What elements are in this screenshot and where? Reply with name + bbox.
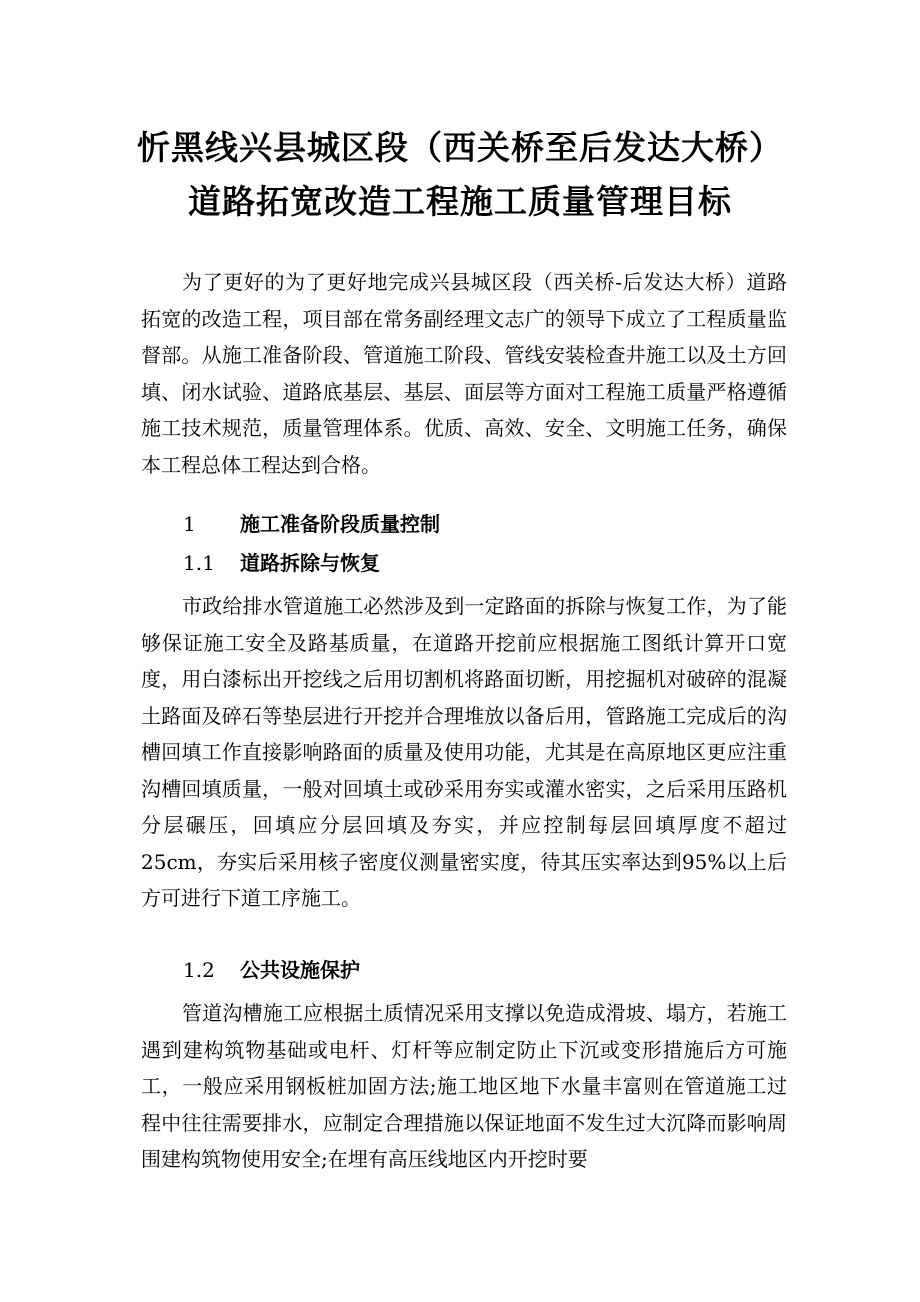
- section-1-number: 1: [183, 512, 196, 536]
- section-1-2-number: 1.2: [183, 958, 215, 982]
- section-1-2-title: 公共设施保护: [240, 958, 360, 982]
- section-1-1-paragraph: 市政给排水管道施工必然涉及到一定路面的拆除与恢复工作，为了能够保证施工安全及路基质量，在道路开挖前应根据施工图纸计算开口宽度，用白漆标出开挖线之后用切割机将路面切断，用挖掘机对破碎的混凝土路面及碎石等垫层进行开挖并合理堆放以备后用，管路施工完成后的沟槽回填工作直接影响路面的质量及使用功能，尤其是在高原地区更应注重沟槽回填质量，一般对回填土或砂采用夯实或灌水密实，之后采用压路机分层碾压，回填应分层回填及夯实，并应控制每层回填厚度不超过25cm，夯实后采用核子密度仪测量密实度，待其压实率达到95%以上后方可进行下道工序施工。: [141, 594, 787, 910]
- section-1-2-paragraph: 管道沟槽施工应根据土质情况采用支撑以免造成滑坡、塌方，若施工遇到建构筑物基础或电杆、灯杆等应制定防止下沉或变形措施后方可施工，一般应采用钢板桩加固方法;施工地区地下水量丰富则在管道施工过程中往往需要排水，应制定合理措施以保证地面不发生过大沉降而影响周围建构筑物使用安全;在埋有高压线地区内开挖时要: [141, 1001, 787, 1171]
- section-1-1-title: 道路拆除与恢复: [240, 551, 380, 575]
- section-1-2-heading: [183, 954, 360, 983]
- document-title-line2: 道路拓宽改造工程施工质量管理目标: [188, 182, 732, 221]
- section-1-1-heading: [183, 547, 380, 576]
- intro-paragraph: 为了更好的为了更好地完成兴县城区段（西关桥-后发达大桥）道路拓宽的改造工程，项目部在常务副经理文志广的领导下成立了工程质量监督部。从施工准备阶段、管道施工阶段、管线安装检查井施工以及土方回填、闭水试验、道路底基层、基层、面层等方面对工程施工质量严格遵循施工技术规范，质量管理体系。优质、高效、安全、文明施工任务，确保本工程总体工程达到合格。: [141, 270, 787, 477]
- section-1-1-number: 1.1: [183, 551, 215, 575]
- section-1-title: 施工准备阶段质量控制: [240, 512, 440, 536]
- section-1-heading: [183, 508, 440, 537]
- document-title-line1: 忻黑线兴县城区段（西关桥至后发达大桥）: [137, 128, 783, 167]
